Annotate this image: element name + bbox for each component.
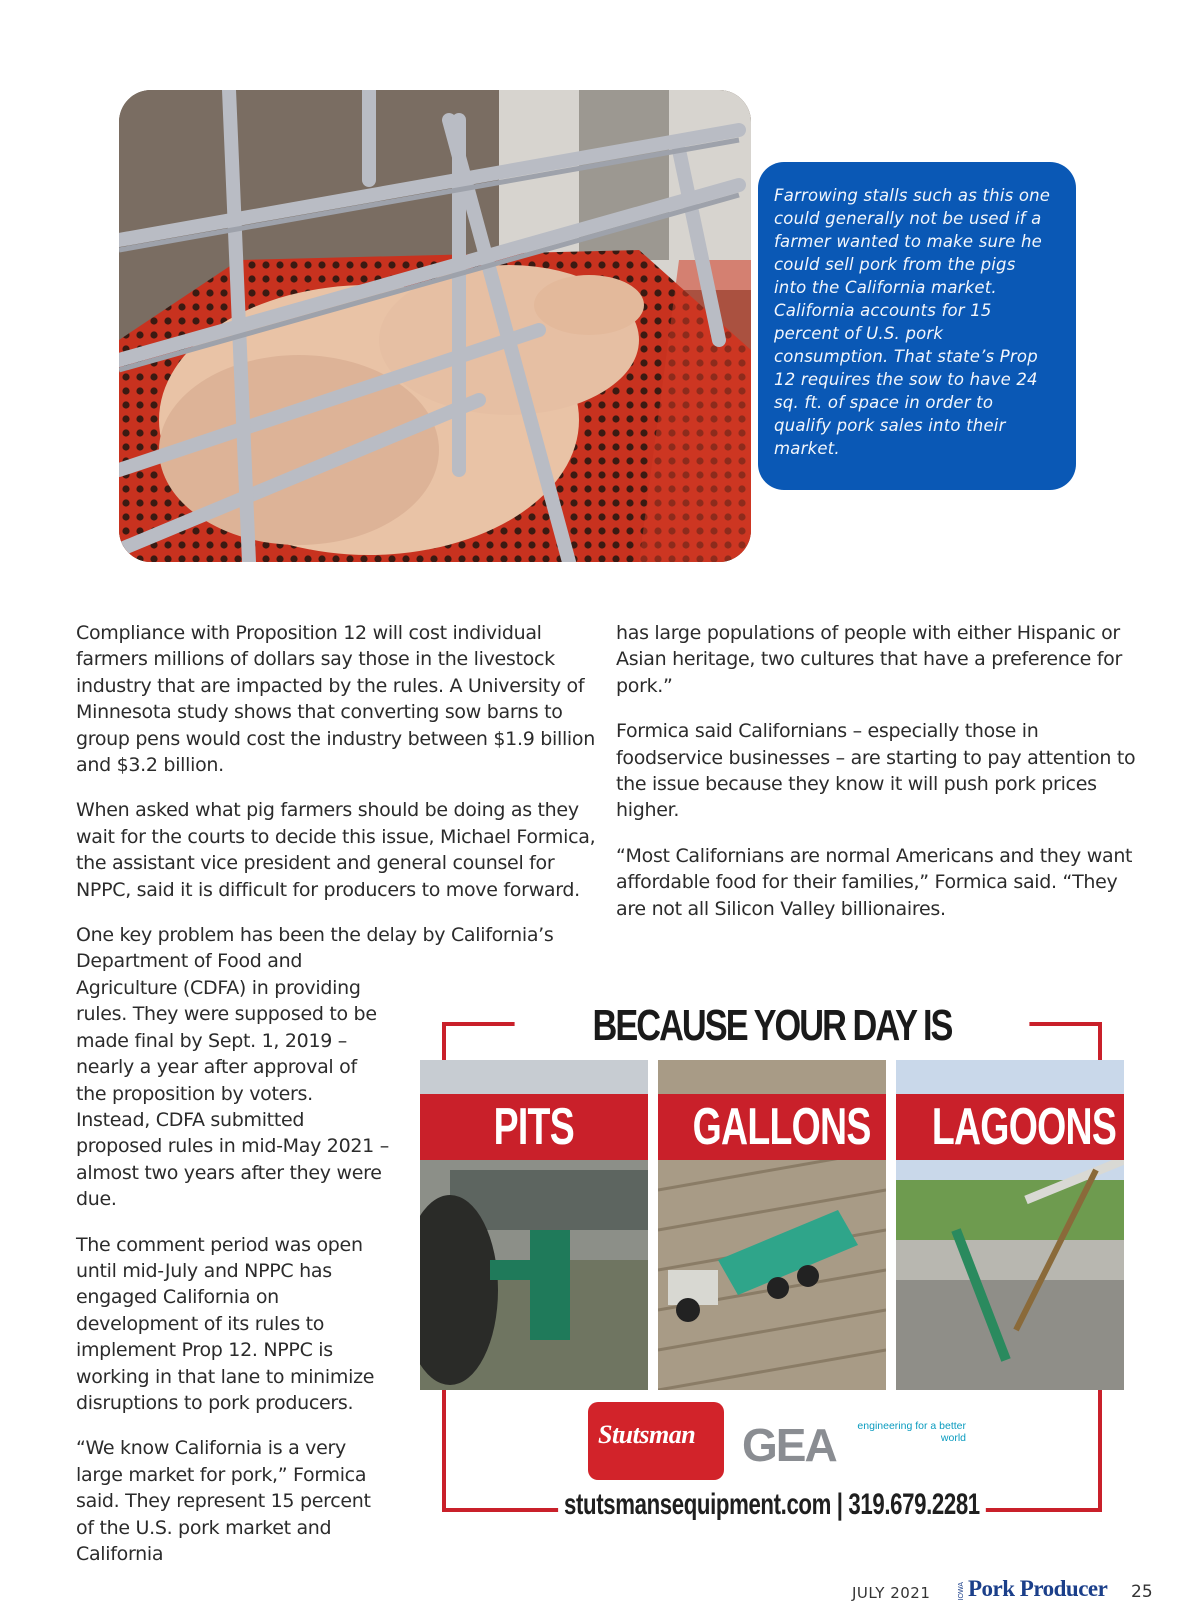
article-paragraph: “We know California is a very large market for pork,” Formica said. They represent 15 percent of the U.S. pork market and California: [76, 1437, 371, 1565]
article-paragraph: Formica said Californians – especially those in foodservice businesses – are starting to pay attention to the issue because they know it will push pork prices higher.: [616, 720, 1136, 822]
stutsman-logo: [588, 1402, 724, 1480]
magazine-state-label: IOWA: [958, 1582, 965, 1601]
photo-caption-box: [758, 162, 1076, 490]
ad-panel-label: PITS: [420, 1094, 648, 1160]
ad-panel-pits: [420, 1060, 648, 1390]
farrowing-stall-photo: [119, 90, 751, 562]
article-paragraph: One key problem has been the delay by California’s Department of Food and: [76, 924, 554, 973]
stutsman-logo-text: Stutsman: [598, 1420, 696, 1449]
photo-caption: Farrowing stalls such as this one could generally not be used if a farmer wanted to make sure he could sell pork from the pigs into the California market. California accounts for 15 percent of U.S. pork consumption. That state’s Prop 12 requires the sow to have 24 sq. ft. of space in order to qualify pork sales into their market.: [774, 186, 1051, 458]
ad-panel-label: LAGOONS: [896, 1094, 1124, 1160]
ad-logos: [588, 1402, 968, 1482]
article-column-right: [616, 620, 1136, 941]
article-paragraph: Compliance with Proposition 12 will cost individual farmers millions of dollars say those in the livestock industry that are impacted by the rules. A University of Minnesota study shows that converting sow barns to group pens would cost the industry between $1.9 billion and $3.2 billion.: [76, 622, 595, 777]
stutsman-advertisement[interactable]: [418, 1000, 1124, 1520]
ad-headline-text: BECAUSE YOUR DAY IS: [515, 1000, 1030, 1104]
ad-contact[interactable]: [442, 1488, 1102, 1522]
page-number: 25: [1131, 1582, 1153, 1602]
ad-panel-label: GALLONS: [658, 1094, 886, 1160]
magazine-title: Pork Producer: [968, 1576, 1108, 1601]
ad-contact-text[interactable]: stutsmansequipment.com | 319.679.2281: [558, 1488, 986, 1522]
article-paragraph: “Most Californians are normal Americans and they want affordable food for their families,” Formica said. “They are not all Silicon Valley billionaires.: [616, 844, 1133, 920]
issue-date: JULY 2021: [852, 1584, 931, 1602]
ad-panel-lagoons: [896, 1060, 1124, 1390]
ad-panel-gallons: [658, 1060, 886, 1390]
gea-logo: GEA: [742, 1419, 836, 1471]
article-paragraph: When asked what pig farmers should be doing as they wait for the courts to decide this issue, Michael Formica, the assistant vice president and general counsel for NPPC, said it is difficult for producers to move forward.: [76, 799, 596, 901]
article-paragraph: has large populations of people with either Hispanic or Asian heritage, two cultures that have a preference for pork.”: [616, 622, 1122, 697]
gea-tagline: engineering for a better world: [857, 1420, 966, 1444]
article-paragraph: The comment period was open until mid-July and NPPC has engaged California on development of its rules to implement Prop 12. NPPC is working in that lane to minimize disruptions to pork producers.: [76, 1233, 375, 1414]
article-paragraph: Agriculture (CDFA) in providing rules. They were supposed to be made final by Sept. 1, 2019 – nearly a year after approval of the proposition by voters. Instead, CDFA submitted proposed rules in mid-May 2021 – almost two years after they were due.: [76, 976, 389, 1211]
